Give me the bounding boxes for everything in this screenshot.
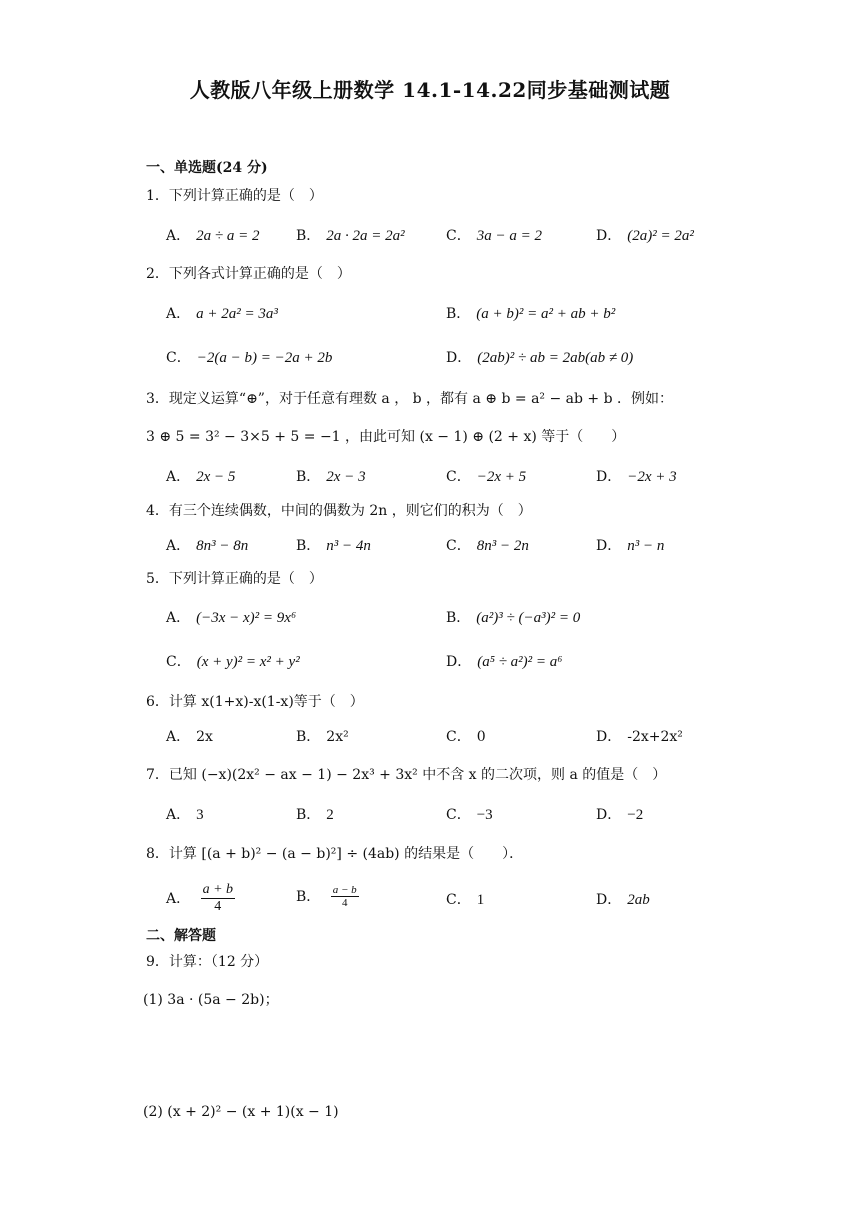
question-4-option-c: C． 8n³ − 2n [446,538,529,554]
question-6-option-a: A． 2x [166,729,213,745]
fraction-a-plus-b-over-4: $\frac{a + b}{4}$ [202,882,234,914]
question-9-part-1: (1) 3a · (5a − 2b)； [143,992,279,1008]
question-3-option-d: D． −2x + 3 [596,469,677,485]
fraction-a-minus-b-over-4: $\frac{a - b}{4}$ [332,884,357,909]
question-5-option-b: B． (a²)³ ÷ (−a³)² = 0 [446,610,581,626]
question-8-option-a: A． $\frac{a + b}{4}$ [166,882,234,914]
question-6-option-c: C． 0 [446,729,486,745]
question-5-option-d: D． (a⁵ ÷ a²)² = a⁶ [446,654,563,670]
question-4-option-b: B． n³ − 4n [296,538,371,554]
question-4-option-a: A． 8n³ − 8n [166,538,249,554]
question-3-stem-line-1: 3．现定义运算“⊕”，对于任意有理数 a ， b ，都有 a ⊕ b = a² − ab + b ．例如： [146,391,674,407]
question-1-option-d: D． (2a)² = 2a² [596,228,694,244]
question-9-part-2: (2) (x + 2)² − (x + 1)(x − 1) [143,1104,339,1120]
question-4-option-d: D． n³ − n [596,538,665,554]
question-8-stem: 8．计算 [(a + b)² − (a − b)²] ÷ (4ab) 的结果是（ ）． [146,846,524,862]
question-1-option-a: A． 2a ÷ a = 2 [166,228,260,244]
question-3-option-b: B． 2x − 3 [296,469,366,485]
question-1-stem: 1．下列计算正确的是（ ） [146,188,323,204]
question-2-option-b: B． (a + b)² = a² + ab + b² [446,306,616,322]
question-2-stem: 2．下列各式计算正确的是（ ） [146,266,351,282]
question-2-option-c: C． −2(a − b) = −2a + 2b [166,350,333,366]
question-3-option-c: C． −2x + 5 [446,469,527,485]
question-7-option-a: A． 3 [166,807,204,823]
question-5-option-a: A． (−3x − x)² = 9x⁶ [166,610,297,626]
question-8-option-b: B． $\frac{a - b}{4}$ [296,884,357,909]
question-3-option-a: A． 2x − 5 [166,469,236,485]
question-5-option-c: C． (x + y)² = x² + y² [166,654,300,670]
question-3-stem-line-2: 3 ⊕ 5 = 3² − 3×5 + 5 = −1 ，由此可知 (x − 1) ⊕ (2 + x) 等于（ ） [146,429,626,445]
question-8-option-c: C． 1 [446,892,485,908]
question-1-option-b: B． 2a · 2a = 2a² [296,228,405,244]
question-7-option-b: B． 2 [296,807,334,823]
page-title: 人教版八年级上册数学 14.1-14.22同步基础测试题 [189,78,671,102]
question-2-option-d: D． (2ab)² ÷ ab = 2ab(ab ≠ 0) [446,350,634,366]
question-1-option-c: C． 3a − a = 2 [446,228,542,244]
question-6-option-d: D． -2x+2x² [596,729,683,745]
section-heading-solutions: 二、解答题 [146,928,216,944]
question-4-stem: 4．有三个连续偶数，中间的偶数为 2n ，则它们的积为（ ） [146,503,532,519]
question-2-option-a: A． a + 2a² = 3a³ [166,306,278,322]
question-6-stem: 6．计算 x(1+x)-x(1-x)等于（ ） [146,694,364,710]
question-6-option-b: B． 2x² [296,729,349,745]
question-7-option-d: D． −2 [596,807,644,823]
question-9-stem: 9．计算：（12 分） [146,954,269,970]
question-5-stem: 5．下列计算正确的是（ ） [146,571,323,587]
question-8-option-d: D． 2ab [596,892,650,908]
section-heading-single-choice: 一、单选题(24 分) [146,160,268,176]
question-7-stem: 7．已知 (−x)(2x² − ax − 1) − 2x³ + 3x² 中不含 x 的二次项，则 a 的值是（ ） [146,767,667,783]
question-7-option-c: C． −3 [446,807,493,823]
